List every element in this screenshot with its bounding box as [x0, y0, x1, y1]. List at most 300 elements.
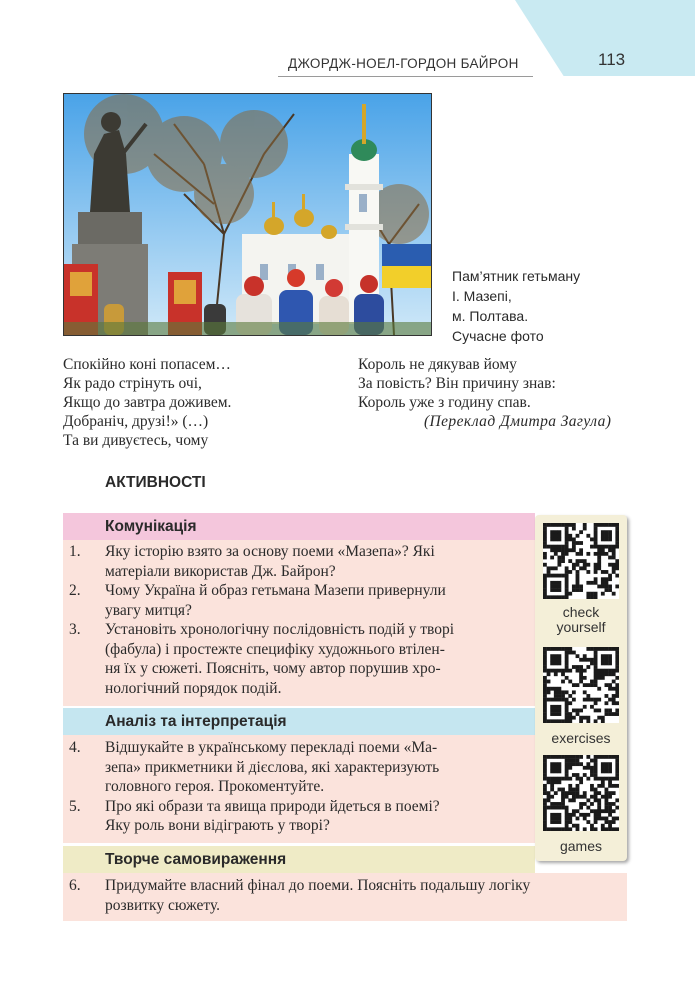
- qr-module: [557, 530, 561, 534]
- qr-module: [543, 716, 547, 720]
- qr-module: [597, 548, 601, 552]
- qr-module: [583, 698, 587, 702]
- qr-module: [579, 716, 583, 720]
- qr-module: [605, 658, 609, 662]
- qr-module: [594, 534, 598, 538]
- qr-module: [565, 523, 569, 527]
- task-line: увагу митця?: [105, 601, 192, 619]
- qr-module: [576, 784, 580, 788]
- qr-module: [605, 672, 609, 676]
- qr-module: [615, 541, 619, 545]
- qr-module: [565, 769, 569, 773]
- qr-module: [597, 556, 601, 560]
- qr-module: [572, 537, 576, 541]
- qr-module: [586, 552, 590, 556]
- qr-module: [565, 820, 569, 824]
- qr-module: [608, 556, 612, 560]
- qr-module: [572, 665, 576, 669]
- qr-module: [565, 574, 569, 578]
- qr-module: [615, 534, 619, 538]
- qr-module: [547, 719, 551, 723]
- task-line: (фабула) і простежте специфіку художнього втілен-: [105, 640, 445, 658]
- qr-module: [601, 592, 605, 596]
- qr-module: [572, 762, 576, 766]
- qr-module: [543, 813, 547, 817]
- task-line: матеріали використав Дж. Байрон?: [105, 562, 336, 580]
- qr-module: [597, 777, 601, 781]
- qr-module: [543, 658, 547, 662]
- qr-module: [554, 813, 558, 817]
- qr-module: [543, 585, 547, 589]
- qr-module: [554, 769, 558, 773]
- qr-module: [572, 716, 576, 720]
- task-number: 3.: [69, 621, 81, 638]
- activities-heading: АКТИВНОСТІ: [105, 474, 206, 491]
- qr-module: [565, 581, 569, 585]
- mazepa-monument-photo: [63, 93, 432, 336]
- qr-module: [594, 683, 598, 687]
- qr-code-icon[interactable]: [543, 755, 619, 831]
- section-heading-creative: Творче самовираження: [63, 846, 535, 873]
- qr-module: [594, 809, 598, 813]
- qr-module: [572, 773, 576, 777]
- qr-module: [565, 709, 569, 713]
- qr-module: [565, 527, 569, 531]
- qr-module: [565, 719, 569, 723]
- qr-module: [605, 534, 609, 538]
- qr-module: [561, 795, 565, 799]
- qr-module: [579, 588, 583, 592]
- qr-code-check-yourself: [543, 523, 619, 599]
- qr-module: [597, 687, 601, 691]
- qr-label-check-yourself[interactable]: [535, 605, 627, 635]
- qr-module: [590, 769, 594, 773]
- qr-module: [565, 552, 569, 556]
- qr-module: [583, 813, 587, 817]
- qr-module: [605, 581, 609, 585]
- qr-module: [565, 566, 569, 570]
- qr-module: [576, 669, 580, 673]
- qr-module: [594, 676, 598, 680]
- qr-module: [594, 545, 598, 549]
- qr-module: [547, 566, 551, 570]
- qr-module: [561, 574, 565, 578]
- qr-module: [550, 813, 554, 817]
- qr-label-exercises[interactable]: [535, 731, 627, 746]
- qr-module: [565, 824, 569, 828]
- qr-module: [579, 559, 583, 563]
- qr-module: [568, 827, 572, 831]
- qr-module: [601, 755, 605, 759]
- qr-module: [608, 777, 612, 781]
- qr-module: [554, 647, 558, 651]
- qr-module: [615, 523, 619, 527]
- qr-module: [565, 548, 569, 552]
- qr-module: [557, 817, 561, 821]
- qr-module: [572, 541, 576, 545]
- qr-label-games[interactable]: [535, 839, 627, 854]
- qr-module: [594, 570, 598, 574]
- qr-module: [543, 766, 547, 770]
- qr-module: [594, 665, 598, 669]
- task-text: [105, 620, 523, 698]
- qr-module: [586, 694, 590, 698]
- qr-module: [594, 719, 598, 723]
- qr-module: [576, 585, 580, 589]
- qr-module: [565, 705, 569, 709]
- task-number: 5.: [69, 797, 81, 815]
- task-line: Яку історію взято за основу поеми «Мазепа»? Які: [105, 543, 435, 560]
- qr-module: [572, 824, 576, 828]
- qr-module: [576, 552, 580, 556]
- qr-module: [543, 556, 547, 560]
- task-item: [63, 581, 523, 620]
- qr-module: [554, 530, 558, 534]
- qr-module: [590, 705, 594, 709]
- qr-module: [568, 651, 572, 655]
- qr-module: [554, 827, 558, 831]
- qr-module: [572, 566, 576, 570]
- qr-module: [612, 701, 616, 705]
- qr-module: [568, 523, 572, 527]
- qr-code-games: [543, 755, 619, 831]
- qr-module: [543, 806, 547, 810]
- qr-module: [554, 780, 558, 784]
- qr-module: [597, 698, 601, 702]
- qr-module: [572, 698, 576, 702]
- qr-module: [615, 574, 619, 578]
- qr-module: [608, 669, 612, 673]
- qr-module: [612, 647, 616, 651]
- qr-module: [586, 595, 590, 599]
- qr-module: [597, 802, 601, 806]
- qr-module: [590, 658, 594, 662]
- task-line: головного героя. Прокоментуйте.: [105, 778, 325, 795]
- qr-module: [583, 676, 587, 680]
- qr-module: [601, 661, 605, 665]
- qr-module: [579, 669, 583, 673]
- qr-module: [615, 654, 619, 658]
- qr-module: [586, 777, 590, 781]
- qr-module: [547, 791, 551, 795]
- caption-line: м. Полтава.: [452, 308, 529, 324]
- qr-module: [590, 759, 594, 763]
- qr-module: [550, 705, 554, 709]
- qr-module: [554, 523, 558, 527]
- qr-module: [597, 809, 601, 813]
- task-text: [105, 797, 523, 836]
- qr-module: [615, 784, 619, 788]
- qr-module: [565, 588, 569, 592]
- qr-module: [550, 530, 554, 534]
- qr-module: [608, 588, 612, 592]
- qr-module: [615, 585, 619, 589]
- qr-module: [543, 694, 547, 698]
- qr-module: [594, 577, 598, 581]
- qr-module: [586, 683, 590, 687]
- qr-module: [554, 791, 558, 795]
- task-number: 1.: [69, 543, 81, 560]
- qr-module: [572, 527, 576, 531]
- qr-module: [565, 773, 569, 777]
- qr-module: [543, 651, 547, 655]
- task-line: зепа» прикметники й дієслова, які характеризують: [105, 758, 440, 776]
- qr-module: [557, 712, 561, 716]
- qr-module: [572, 585, 576, 589]
- qr-module: [565, 541, 569, 545]
- qr-module: [608, 766, 612, 770]
- qr-module: [550, 777, 554, 781]
- photo-illustration: [64, 94, 431, 335]
- qr-module: [594, 777, 598, 781]
- qr-module: [579, 552, 583, 556]
- qr-module: [605, 669, 609, 673]
- qr-module: [557, 595, 561, 599]
- qr-module: [605, 802, 609, 806]
- qr-module: [550, 545, 554, 549]
- qr-module: [561, 694, 565, 698]
- qr-module: [547, 647, 551, 651]
- task-text: [105, 738, 523, 797]
- qr-module: [586, 798, 590, 802]
- qr-module: [557, 694, 561, 698]
- qr-module: [565, 654, 569, 658]
- qr-module: [550, 698, 554, 702]
- qr-module: [594, 661, 598, 665]
- qr-module: [543, 784, 547, 788]
- qr-code-icon[interactable]: [543, 523, 619, 599]
- qr-module: [568, 791, 572, 795]
- qr-module: [583, 683, 587, 687]
- qr-module: [572, 795, 576, 799]
- qr-code-icon[interactable]: [543, 647, 619, 723]
- qr-module: [550, 769, 554, 773]
- qr-module: [579, 680, 583, 684]
- qr-module: [568, 817, 572, 821]
- qr-module: [608, 712, 612, 716]
- qr-module: [557, 545, 561, 549]
- qr-module: [615, 694, 619, 698]
- qr-module: [605, 712, 609, 716]
- task-text: [105, 876, 625, 915]
- qr-module: [579, 585, 583, 589]
- task-line: Про які образи та явища природи йдеться в поемі?: [105, 797, 440, 815]
- qr-module: [608, 672, 612, 676]
- qr-module: [576, 759, 580, 763]
- qr-module: [550, 788, 554, 792]
- qr-module: [561, 548, 565, 552]
- qr-module: [550, 581, 554, 585]
- qr-module: [597, 817, 601, 821]
- poem-line: Як радо стрінуть очі,: [63, 375, 202, 392]
- qr-module: [543, 592, 547, 596]
- qr-module: [597, 669, 601, 673]
- qr-module: [547, 523, 551, 527]
- qr-module: [554, 588, 558, 592]
- qr-module: [561, 755, 565, 759]
- qr-module: [543, 687, 547, 691]
- qr-module: [572, 798, 576, 802]
- poem-line: За повість? Він причину знав:: [358, 375, 556, 392]
- qr-module: [572, 759, 576, 763]
- qr-module: [550, 658, 554, 662]
- qr-module: [601, 577, 605, 581]
- qr-module: [576, 817, 580, 821]
- qr-module: [608, 661, 612, 665]
- qr-module: [605, 523, 609, 527]
- task-list-communication: [63, 542, 523, 698]
- qr-module: [576, 654, 580, 658]
- qr-module: [605, 798, 609, 802]
- qr-module: [543, 676, 547, 680]
- qr-module: [605, 820, 609, 824]
- qr-module: [608, 577, 612, 581]
- qr-module: [579, 530, 583, 534]
- qr-module: [576, 709, 580, 713]
- qr-module: [615, 661, 619, 665]
- qr-module: [605, 552, 609, 556]
- qr-module: [550, 817, 554, 821]
- qr-module: [612, 827, 616, 831]
- qr-module: [554, 545, 558, 549]
- qr-module: [597, 559, 601, 563]
- qr-module: [590, 824, 594, 828]
- qr-module: [605, 755, 609, 759]
- qr-module: [594, 537, 598, 541]
- qr-module: [557, 559, 561, 563]
- qr-module: [543, 581, 547, 585]
- qr-module: [597, 676, 601, 680]
- qr-module: [590, 788, 594, 792]
- qr-module: [561, 690, 565, 694]
- qr-module: [608, 548, 612, 552]
- qr-module: [615, 665, 619, 669]
- qr-module: [590, 581, 594, 585]
- qr-code-panel: [535, 515, 627, 861]
- qr-module: [590, 647, 594, 651]
- qr-module: [561, 559, 565, 563]
- qr-module: [576, 788, 580, 792]
- qr-module: [612, 802, 616, 806]
- qr-module: [579, 813, 583, 817]
- qr-module: [608, 813, 612, 817]
- qr-module: [608, 827, 612, 831]
- qr-module: [565, 592, 569, 596]
- qr-module: [615, 712, 619, 716]
- qr-module: [568, 694, 572, 698]
- qr-module: [568, 570, 572, 574]
- qr-module: [615, 658, 619, 662]
- qr-module: [612, 817, 616, 821]
- qr-module: [576, 683, 580, 687]
- qr-module: [615, 563, 619, 567]
- qr-module: [543, 537, 547, 541]
- qr-code-exercises: [543, 647, 619, 723]
- qr-module: [565, 651, 569, 655]
- task-line: Яку роль вони відіграють у творі?: [105, 817, 330, 834]
- qr-module: [612, 687, 616, 691]
- qr-module: [557, 669, 561, 673]
- qr-module: [543, 769, 547, 773]
- task-list-creative: [63, 876, 625, 915]
- qr-module: [550, 802, 554, 806]
- qr-module: [554, 661, 558, 665]
- qr-module: [586, 534, 590, 538]
- task-text: [105, 581, 523, 620]
- qr-module: [576, 534, 580, 538]
- qr-module: [597, 798, 601, 802]
- task-item: [63, 620, 523, 698]
- qr-module: [594, 523, 598, 527]
- qr-module: [561, 719, 565, 723]
- task-item: [63, 797, 523, 836]
- qr-module: [557, 556, 561, 560]
- qr-module: [594, 795, 598, 799]
- qr-module: [557, 661, 561, 665]
- qr-module: [601, 669, 605, 673]
- qr-module: [586, 716, 590, 720]
- qr-module: [561, 788, 565, 792]
- qr-module: [572, 523, 576, 527]
- qr-module: [590, 683, 594, 687]
- qr-module: [554, 705, 558, 709]
- qr-module: [565, 777, 569, 781]
- qr-module: [550, 780, 554, 784]
- qr-module: [557, 588, 561, 592]
- qr-module: [554, 694, 558, 698]
- qr-module: [554, 566, 558, 570]
- qr-module: [612, 777, 616, 781]
- qr-module: [579, 806, 583, 810]
- qr-module: [576, 577, 580, 581]
- qr-module: [601, 647, 605, 651]
- qr-module: [543, 712, 547, 716]
- qr-module: [612, 672, 616, 676]
- qr-module: [583, 566, 587, 570]
- qr-module: [547, 570, 551, 574]
- qr-module: [608, 687, 612, 691]
- qr-module: [583, 716, 587, 720]
- qr-module: [590, 680, 594, 684]
- qr-module: [576, 588, 580, 592]
- qr-module: [612, 570, 616, 574]
- qr-module: [543, 661, 547, 665]
- qr-module: [594, 755, 598, 759]
- qr-module: [579, 566, 583, 570]
- qr-module: [594, 769, 598, 773]
- qr-module: [550, 595, 554, 599]
- qr-module: [576, 809, 580, 813]
- qr-module: [594, 566, 598, 570]
- qr-module: [565, 669, 569, 673]
- qr-module: [576, 574, 580, 578]
- qr-module: [594, 788, 598, 792]
- task-item: [63, 738, 523, 797]
- qr-module: [557, 719, 561, 723]
- qr-module: [550, 669, 554, 673]
- qr-module: [597, 566, 601, 570]
- qr-module: [565, 537, 569, 541]
- qr-module: [615, 798, 619, 802]
- qr-module: [615, 777, 619, 781]
- qr-module: [554, 690, 558, 694]
- qr-module: [550, 523, 554, 527]
- task-text: [105, 542, 523, 581]
- qr-module: [557, 574, 561, 578]
- qr-module: [608, 683, 612, 687]
- qr-module: [568, 766, 572, 770]
- qr-module: [586, 647, 590, 651]
